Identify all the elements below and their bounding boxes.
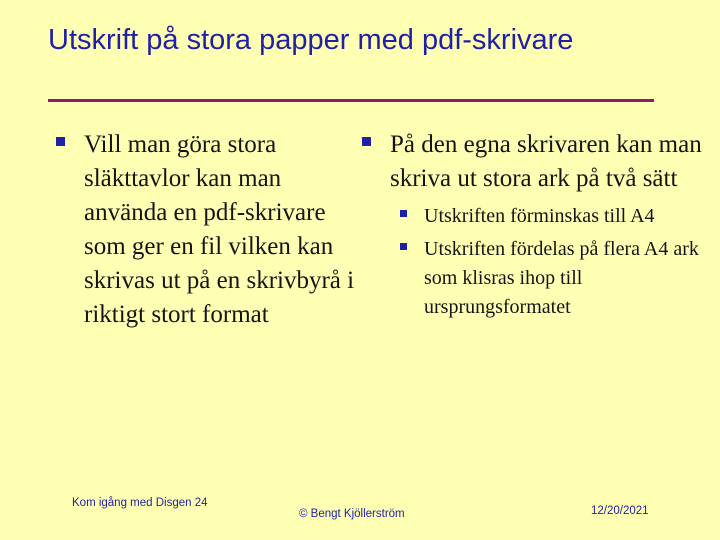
footer-copyright: © Bengt Kjöllerström [299,508,405,520]
square-bullet-icon [400,210,407,217]
slide-title: Utskrift på stora papper med pdf-skrivare [48,24,574,56]
sub-bullet-text: Utskriften förminskas till A4 [424,205,655,227]
square-bullet-icon [56,137,65,146]
footer-date: 12/20/2021 [591,505,649,517]
title-underline [48,99,654,102]
sub-bullet-list [362,202,702,322]
footer-left-text: Kom igång med Disgen 24 [72,497,208,509]
left-column [56,128,356,332]
bullet-item [56,128,356,332]
bullet-text: Vill man göra stora släkttavlor kan man använda en pdf-skrivare som ger en fil vilken kan skrivas ut på en skrivbyrå i riktigt stort format [84,131,355,328]
sub-bullet-text: Utskriften fördelas på flera A4 ark som klisras ihop till ursprungsformatet [424,238,699,318]
sub-bullet-item [362,235,702,322]
square-bullet-icon [362,137,371,146]
sub-bullet-item [362,202,702,231]
square-bullet-icon [400,243,407,250]
bullet-item [362,128,702,196]
bullet-text: På den egna skrivaren kan man skriva ut stora ark på två sätt [390,131,702,192]
right-column [362,128,702,322]
